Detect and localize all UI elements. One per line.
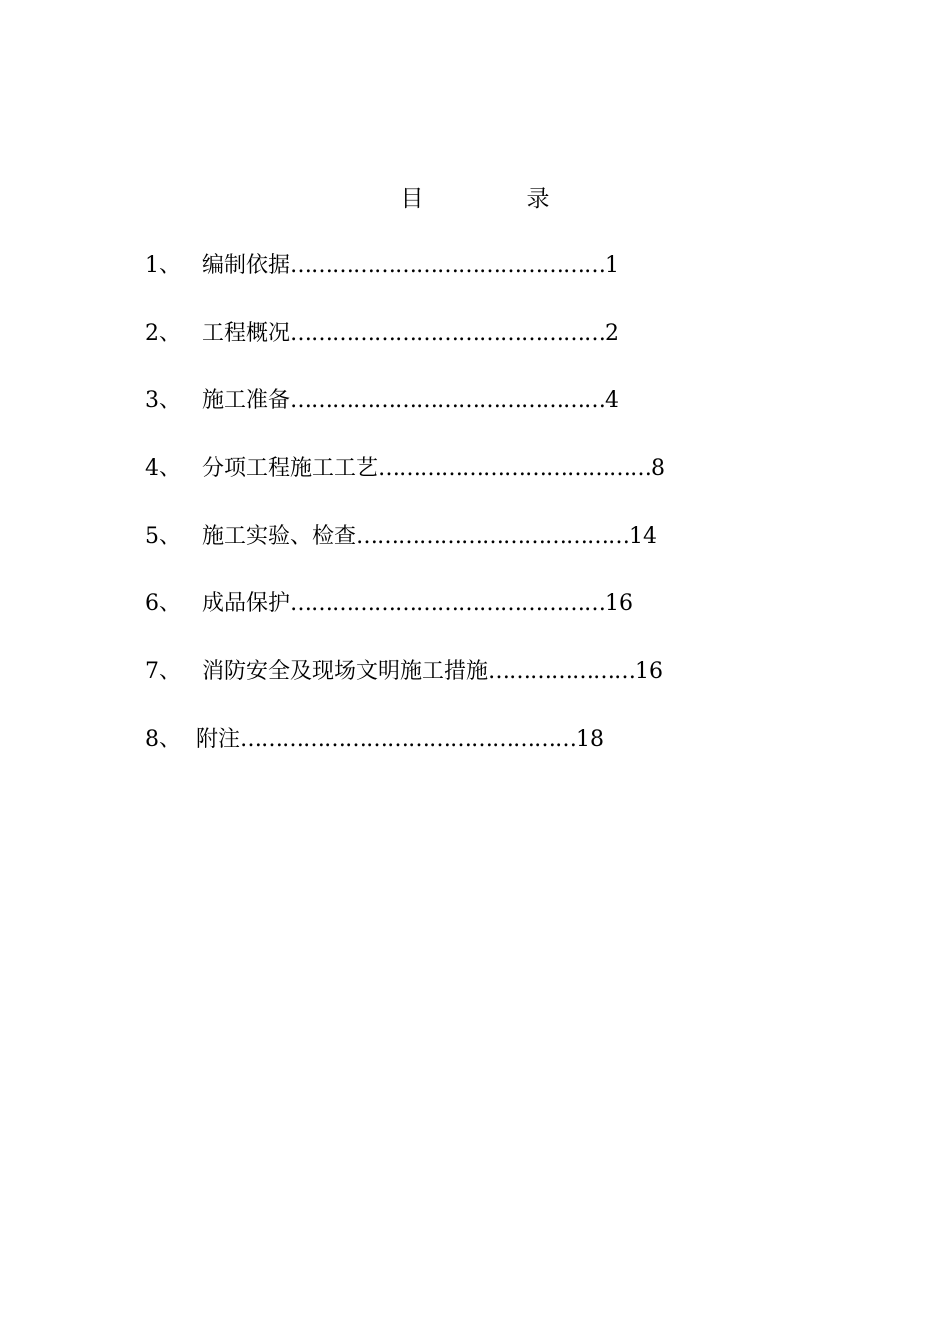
table-of-contents	[145, 250, 765, 792]
toc-entry-leader: …………………	[488, 659, 636, 685]
toc-entry-page: 4	[605, 388, 620, 414]
toc-entry-number: 1、	[145, 253, 181, 278]
toc-entry-leader: ………………………………………	[290, 253, 606, 278]
toc-entry-page: 2	[605, 320, 620, 346]
toc-entry-number: 4、	[145, 456, 181, 482]
toc-entry-page: 8	[651, 456, 666, 482]
toc-entry[interactable]	[145, 588, 765, 656]
toc-entry-page: 16	[605, 591, 634, 617]
toc-entry[interactable]	[145, 250, 765, 318]
toc-entry-leader: ………………………………………	[290, 320, 606, 346]
toc-entry-leader: ………………………………………	[290, 591, 606, 617]
toc-entry-number: 3、	[145, 388, 181, 414]
toc-entry[interactable]	[145, 656, 765, 724]
toc-entry-leader: …………………………………………	[240, 726, 577, 752]
toc-entry-page: 16	[635, 659, 664, 685]
toc-entry[interactable]	[145, 724, 765, 792]
toc-entry-title: 施工实验、检查	[202, 523, 357, 549]
toc-entry-number: 6、	[145, 591, 181, 617]
toc-entry-title: 消防安全及现场文明施工措施	[202, 659, 489, 685]
toc-entry[interactable]	[145, 318, 765, 386]
toc-entry-number: 7、	[145, 659, 181, 685]
toc-entry-title: 工程概况	[202, 320, 291, 346]
page-title: 目 录	[400, 186, 590, 212]
toc-entry[interactable]	[145, 385, 765, 453]
toc-entry-title: 成品保护	[202, 591, 291, 617]
toc-entry-number: 2、	[145, 320, 181, 346]
toc-entry-number: 5、	[145, 523, 181, 549]
toc-entry-leader: …………………………………	[378, 456, 652, 482]
toc-entry[interactable]	[145, 521, 765, 589]
toc-entry-title: 附注	[196, 726, 241, 752]
toc-entry-number: 8、	[145, 726, 181, 752]
toc-entry-title: 施工准备	[202, 388, 291, 414]
toc-entry-page: 18	[576, 726, 605, 752]
toc-entry-leader: …………………………………	[356, 523, 630, 549]
toc-entry-page: 14	[629, 523, 658, 549]
toc-entry-page: 1	[605, 253, 620, 278]
toc-entry-title: 编制依据	[202, 253, 291, 278]
toc-entry-leader: ………………………………………	[290, 388, 606, 414]
toc-entry[interactable]	[145, 453, 765, 521]
toc-entry-title: 分项工程施工工艺	[202, 456, 379, 482]
